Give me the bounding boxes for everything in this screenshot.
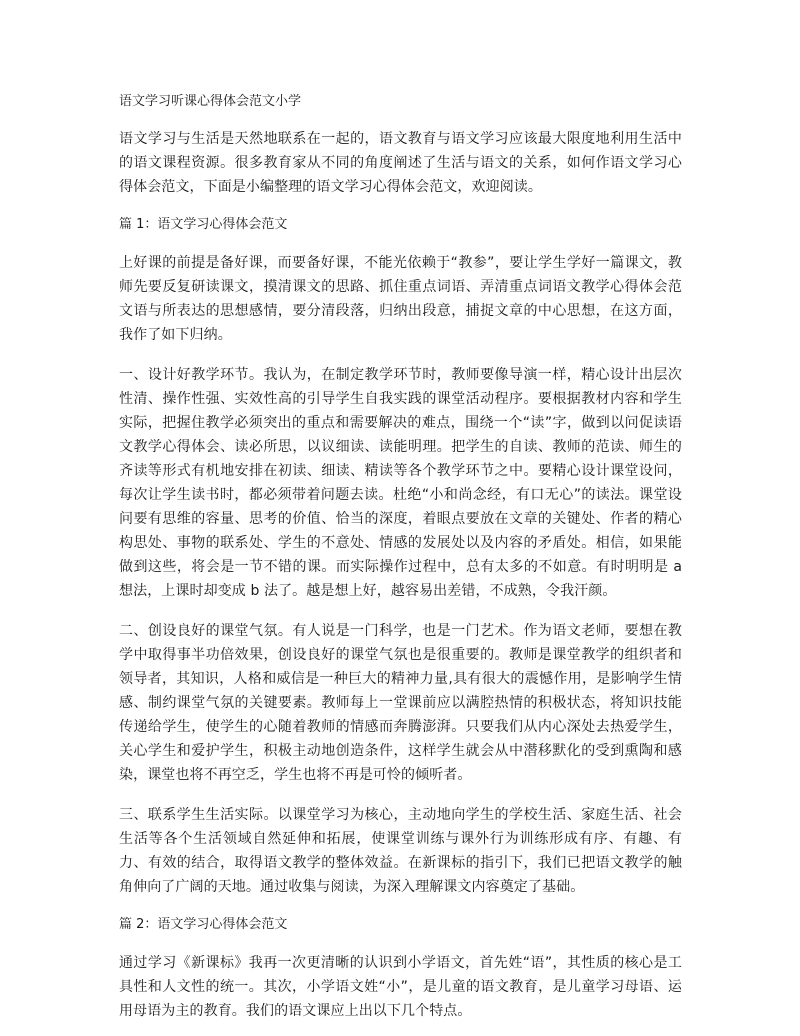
section-1-title: 篇 1：语文学习心得体会范文 [119,217,288,232]
section-2-title: 篇 2：语文学习心得体会范文 [119,917,288,932]
section-1-paragraph-3: 二、创设良好的课堂气氛。有人说是一门科学，也是一门艺术。作为语文老师，要想在教学中取得事半功倍效果，创设良好的课堂气氛也是很重要的。教师是课堂教学的组织者和领导者，其知识，人格和威信是一种巨大的精神力量,具有很大的震憾作用，是影响学生情感、制约课堂气氛的关键要素。教师每上一堂课前应以满腔热情的积极状态，将知识技能传递给学生，使学生的心随着教师的情感而奔腾澎湃。只要我们从内心深处去热爱学生，关心学生和爱护学生，积极主动地创造条件，这样学生就会从中潜移默化的受到熏陶和感染，课堂也将不再空乏，学生也将不再是可怜的倾听者。 [119,623,682,783]
section-1-paragraph-4: 三、联系学生生活实际。以课堂学习为核心，主动地向学生的学校生活、家庭生活、社会生活等各个生活领域自然延伸和拓展，使课堂训练与课外行为训练形成有序、有趣、有力、有效的结合，取得语文教学的整体效益。在新课标的指引下，我们已把语文教学的触角伸向了广阔的天地。通过收集与阅读，为深入理解课文内容奠定了基础。 [119,807,682,895]
section-2-paragraph-1: 通过学习《新课标》我再一次更清晰的认识到小学语文，首先姓“语”，其性质的核心是工具性和人文性的统一。其次，小学语文姓“小”，是儿童的语文教育，是儿童学习母语、运用母语为主的教育。我们的语文课应上出以下几个特点。 [119,955,682,1019]
document-title: 语文学习听课心得体会范文小学 [119,94,302,109]
section-1-paragraph-2: 一、设计好教学环节。我认为，在制定教学环节时，教师要像导演一样，精心设计出层次性清、操作性强、实效性高的引导学生自我实践的课堂活动程序。要根据教材内容和学生实际，把握住教学必须突出的重点和需要解决的难点，围绕一个“读”字，做到以问促读语文教学心得体会、读必所思，以议细读、读能明理。把学生的自读、教师的范读、师生的齐读等形式有机地安排在初读、细读、精读等各个教学环节之中。要精心设计课堂设问，每次让学生读书时，都必须带着问题去读。杜绝“小和尚念经，有口无心”的读法。课堂设问要有思维的容量、思考的价值、恰当的深度，着眼点要放在文章的关键处、作者的精心构思处、事物的联系处、学生的不意处、情感的发展处以及内容的矛盾处。相信，如果能做到这些，将会是一节不错的课。而实际操作过程中，总有太多的不如意。有时明明是 a 想法，上课时却变成 b 法了。越是想上好，越容易出差错，不成熟，令我汗颜。 [119,367,682,599]
section-1-paragraph-1: 上好课的前提是备好课，而要备好课，不能光依赖于“教参”，要让学生学好一篇课文，教师先要反复研读课文，摸清课文的思路、抓住重点词语、弄清重点词语文教学心得体会范文语与所表达的思想感情，要分清段落，归纳出段意，捕捉文章的中心思想，在这方面，我作了如下归纳。 [119,255,682,343]
intro-paragraph: 语文学习与生活是天然地联系在一起的，语文教育与语文学习应该最大限度地利用生活中的语文课程资源。很多教育家从不同的角度阐述了生活与语文的关系，如何作语文学习心得体会范文，下面是小编整理的语文学习心得体会范文，欢迎阅读。 [119,131,682,195]
